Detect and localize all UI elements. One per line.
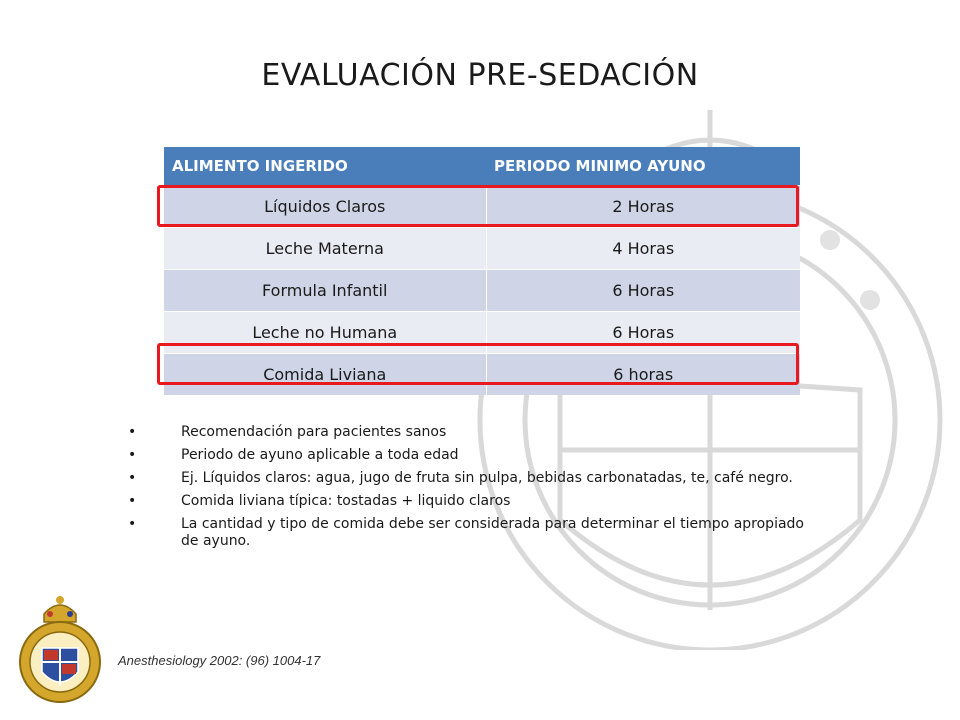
table-row bbox=[164, 228, 800, 270]
list-item: • La cantidad y tipo de comida debe ser considerada para determinar el tiempo apropiado de ayuno. bbox=[128, 516, 804, 550]
table-cell-period: 4 Horas bbox=[486, 228, 800, 270]
highlight-box-light-meal bbox=[157, 343, 799, 385]
list-item: • Comida liviana típica: tostadas + liquido claros bbox=[128, 493, 804, 510]
table-cell-period: 2 Horas bbox=[486, 186, 800, 228]
slide-title: EVALUACIÓN PRE-SEDACIÓN bbox=[261, 58, 699, 93]
citation: Anesthesiology 2002: (96) 1004-17 bbox=[118, 653, 321, 668]
table-cell-food: Líquidos Claros bbox=[164, 186, 486, 228]
table-cell-food: Leche Materna bbox=[164, 228, 486, 270]
notes-list bbox=[128, 424, 804, 556]
table-header-row bbox=[164, 147, 800, 186]
table-cell-period: 6 Horas bbox=[486, 270, 800, 312]
list-item: • Ej. Líquidos claros: agua, jugo de fruta sin pulpa, bebidas carbonatadas, te, café negro. bbox=[128, 470, 804, 487]
university-crest-icon bbox=[14, 592, 106, 704]
table-cell-period: 6 Horas bbox=[486, 312, 800, 354]
table-cell-period: 6 horas bbox=[486, 354, 800, 396]
table-cell-food: Comida Liviana bbox=[164, 354, 486, 396]
table-row bbox=[164, 270, 800, 312]
list-item: • Periodo de ayuno aplicable a toda edad bbox=[128, 447, 804, 464]
column-header-fasting-period: PERIODO MINIMO AYUNO bbox=[486, 147, 800, 186]
column-header-food: ALIMENTO INGERIDO bbox=[164, 147, 486, 186]
list-item: • Recomendación para pacientes sanos bbox=[128, 424, 804, 441]
highlight-box-clear-liquids bbox=[157, 185, 799, 227]
table-cell-food: Leche no Humana bbox=[164, 312, 486, 354]
table-cell-food: Formula Infantil bbox=[164, 270, 486, 312]
